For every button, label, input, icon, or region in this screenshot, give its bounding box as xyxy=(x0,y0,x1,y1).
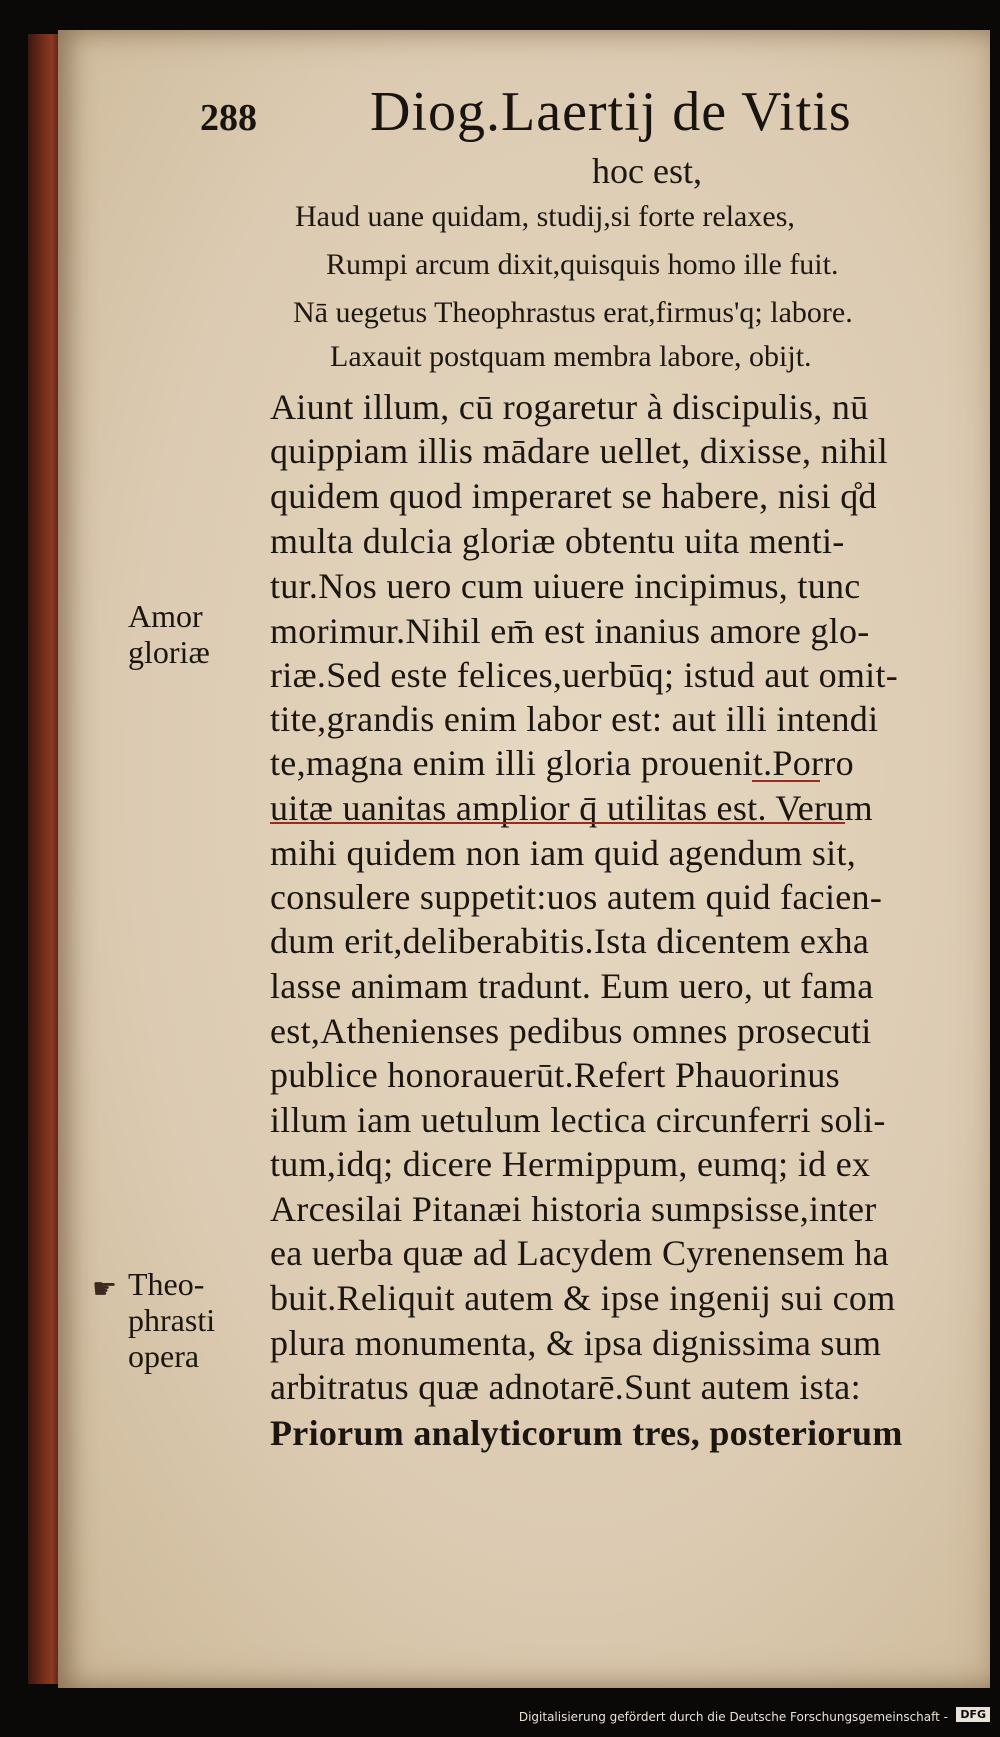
body-line: plura monumenta, & ipsa dignissima sum xyxy=(270,1323,882,1363)
marginal-line: phrasti xyxy=(128,1302,216,1338)
verse-line: Haud uane quidam, studij,si forte relaxes, xyxy=(295,200,795,233)
body-line: riæ.Sed este felices,uerbūq; istud aut omit- xyxy=(270,655,899,695)
body-line: arbitratus quæ adnotarē.Sunt autem ista: xyxy=(270,1367,861,1407)
body-line: consulere suppetit:uos autem quid facien- xyxy=(270,877,883,917)
verse-line: Laxauit postquam membra labore, obijt. xyxy=(330,340,812,373)
body-line: mihi quidem non iam quid agendum sit, xyxy=(270,833,857,873)
page-number: 288 xyxy=(200,97,257,139)
body-line: tur.Nos uero cum uiuere incipimus, tunc xyxy=(270,566,861,606)
body-line: lasse animam tradunt. Eum uero, ut fama xyxy=(270,966,874,1006)
pointing-hand-icon: ☛ xyxy=(92,1272,118,1305)
body-line: publice honorauerūt.Refert Phauorinus xyxy=(270,1055,840,1095)
marginal-line: Theo- xyxy=(128,1266,205,1302)
marginal-line: Amor xyxy=(128,598,203,634)
body-line: ea uerba quæ ad Lacydem Cyrenensem ha xyxy=(270,1233,889,1273)
red-underline-mark xyxy=(752,780,820,782)
body-line: quippiam illis mādare uellet, dixisse, nihil xyxy=(270,431,889,471)
body-line: tum,idq; dicere Hermippum, eumq; id ex xyxy=(270,1144,871,1184)
body-line: Aiunt illum, cū rogaretur à discipulis, nū xyxy=(270,387,869,427)
dfg-logo: DFG xyxy=(956,1707,990,1722)
body-line: Priorum analyticorum tres, posteriorum xyxy=(270,1413,903,1453)
digitization-credit: Digitalisierung gefördert durch die Deutsche Forschungsgemeinschaft - xyxy=(518,1710,948,1724)
body-line: buit.Reliquit autem & ipse ingenij sui com xyxy=(270,1278,896,1318)
body-line: multa dulcia gloriæ obtentu uita menti- xyxy=(270,521,845,561)
running-head: Diog.Laertij de Vitis xyxy=(370,81,852,143)
verse-line-intro: hoc est, xyxy=(592,151,702,191)
verse-line: Rumpi arcum dixit,quisquis homo ille fuit. xyxy=(326,248,839,281)
marginal-line: gloriæ xyxy=(128,634,210,670)
body-line: est,Athenienses pedibus omnes prosecuti xyxy=(270,1011,872,1051)
body-line: quidem quod imperaret se habere, nisi q̊d xyxy=(270,476,877,516)
scan-top-edge xyxy=(0,0,1000,30)
marginal-line: opera xyxy=(128,1338,200,1374)
marginal-note-theophrasti-opera xyxy=(128,1266,215,1374)
verse-line: Nā uegetus Theophrastus erat,firmus'q; labore. xyxy=(293,296,853,329)
body-line: morimur.Nihil em̄ est inanius amore glo- xyxy=(270,611,870,651)
marginal-note-amor-gloriae xyxy=(128,598,210,670)
body-line: Arcesilai Pitanæi historia sumpsisse,inter xyxy=(270,1189,877,1229)
body-line: dum erit,deliberabitis.Ista dicentem exha xyxy=(270,921,870,961)
body-line: uitæ uanitas amplior q̄ utilitas est. Verum xyxy=(270,788,873,828)
body-line: illum iam uetulum lectica circunferri soli- xyxy=(270,1100,886,1140)
book-binding xyxy=(28,34,62,1684)
red-underline-mark xyxy=(270,822,845,824)
body-line: te,magna enim illi gloria prouenit.Porro xyxy=(270,743,854,783)
body-line: tite,grandis enim labor est: aut illi intendi xyxy=(270,699,879,739)
